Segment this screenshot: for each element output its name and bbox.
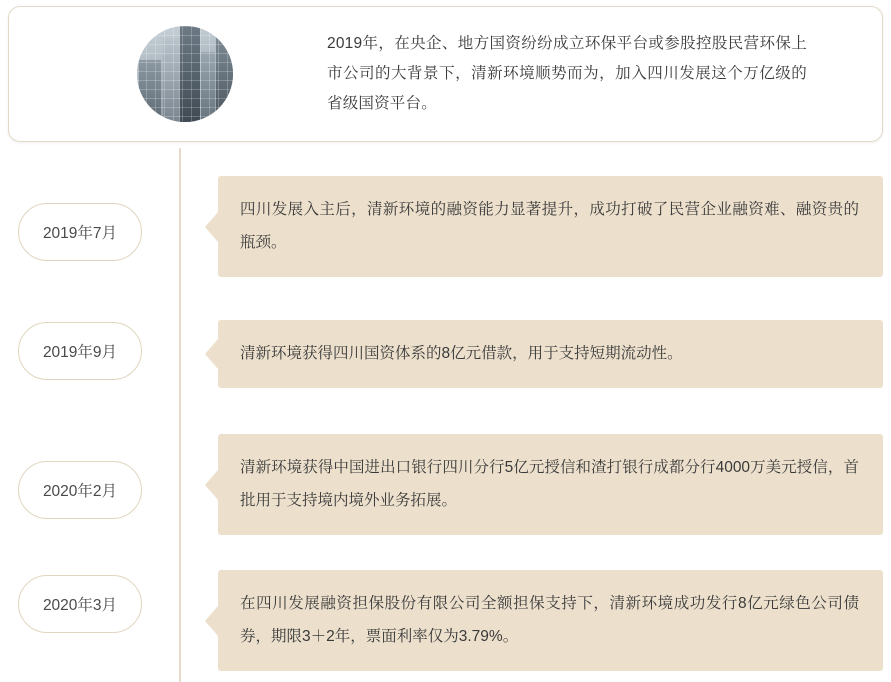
header-paragraph: 2019年，在央企、地方国资纷纷成立环保平台或参股控股民营环保上市公司的大背景下，清新环境顺势而为，加入四川发展这个万亿级的省级国资平台。 <box>327 35 807 112</box>
timeline-date-badge: 2019年9月 <box>18 322 142 380</box>
timeline-event-text: 清新环境获得四川国资体系的8亿元借款，用于支持短期流动性。 <box>218 320 883 388</box>
timeline-event-text: 清新环境获得中国进出口银行四川分行5亿元授信和渣打银行成都分行4000万美元授信，首批用于支持境内境外业务拓展。 <box>218 434 883 535</box>
timeline-event-text: 四川发展入主后，清新环境的融资能力显著提升，成功打破了民营企业融资难、融资贵的瓶颈。 <box>218 176 883 277</box>
timeline-date-badge: 2019年7月 <box>18 203 142 261</box>
timeline-axis <box>179 148 181 682</box>
timeline-date-badge: 2020年3月 <box>18 575 142 633</box>
city-buildings-photo <box>137 26 233 122</box>
timeline-date-badge: 2020年2月 <box>18 461 142 519</box>
header-card <box>8 6 883 142</box>
timeline-event-text: 在四川发展融资担保股份有限公司全额担保支持下，清新环境成功发行8亿元绿色公司债券，期限3＋2年，票面利率仅为3.79%。 <box>218 570 883 671</box>
